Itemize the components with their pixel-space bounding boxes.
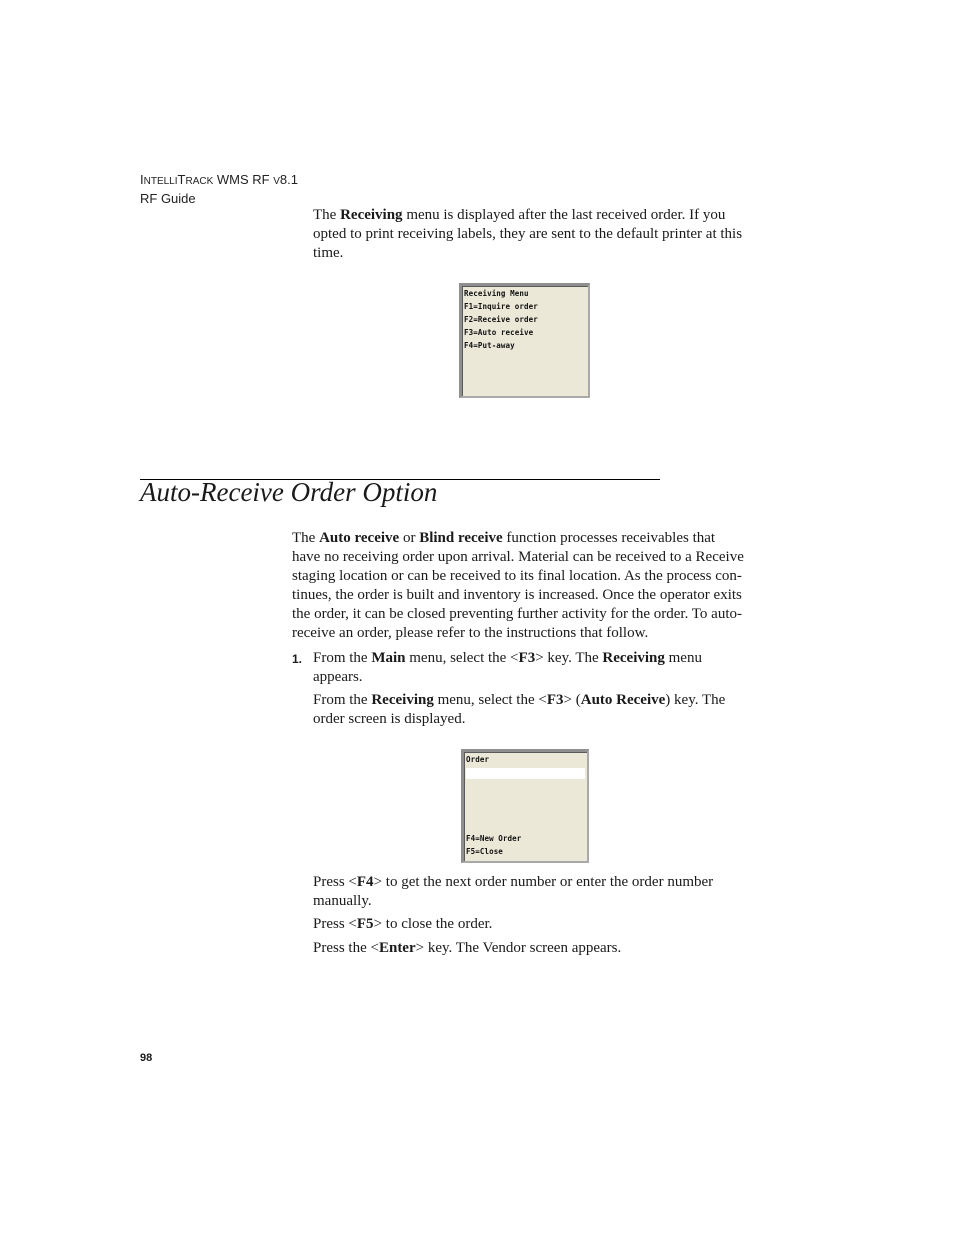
order-screen-title: Order [466,755,490,764]
receiving-menu-screenshot [459,283,590,398]
guide-subtitle: RF Guide [140,191,196,206]
order-screen-screenshot [461,749,589,863]
step-number: 1. [292,652,303,666]
rf-screen-title: Receiving Menu [464,289,529,298]
press-f4-text: Press <F4> to get the next order number or enter the order number manually. [313,874,714,909]
rf-menu-item-receive: F2=Receive order [464,315,538,324]
intro-paragraph: The Receiving menu is displayed after the last received order. If you opted to print receiving labels, they are sent to the default printer at this time. [313,207,743,261]
running-header [140,171,298,207]
rf-menu-item-auto-receive: F3=Auto receive [464,328,534,337]
order-number-field [466,768,585,779]
step-1-detail: From the Receiving menu, select the <F3> (Auto Receive) key. The order screen is displayed. [313,692,726,727]
close-key-label: F5=Close [466,847,503,856]
product-name: INTELLITRACK WMS RF V8.1 [140,172,298,187]
rf-menu-item-inquire: F1=Inquire order [464,302,538,311]
step-1-text: From the Main menu, select the <F3> key. The Receiving menu appears. [313,650,702,685]
rf-menu-item-put-away: F4=Put-away [464,341,515,350]
new-order-key-label: F4=New Order [466,834,522,843]
press-f5-text: Press <F5> to close the order. [313,916,493,932]
body-paragraph: The Auto receive or Blind receive function processes receivables that have no receiving order upon arrival. Material can be received to a Receive staging location or can be received to its final location. As the process con- tinues, the order is built and inventory is increased. Once the operator exits the order, it can be closed preventing further activity for the order. To auto- receive an order, please refer to the instructions that follow. [292,530,744,641]
page-number: 98 [140,1052,153,1064]
press-enter-text: Press the <Enter> key. The Vendor screen appears. [313,940,622,956]
section-title: Auto-Receive Order Option [140,477,438,507]
